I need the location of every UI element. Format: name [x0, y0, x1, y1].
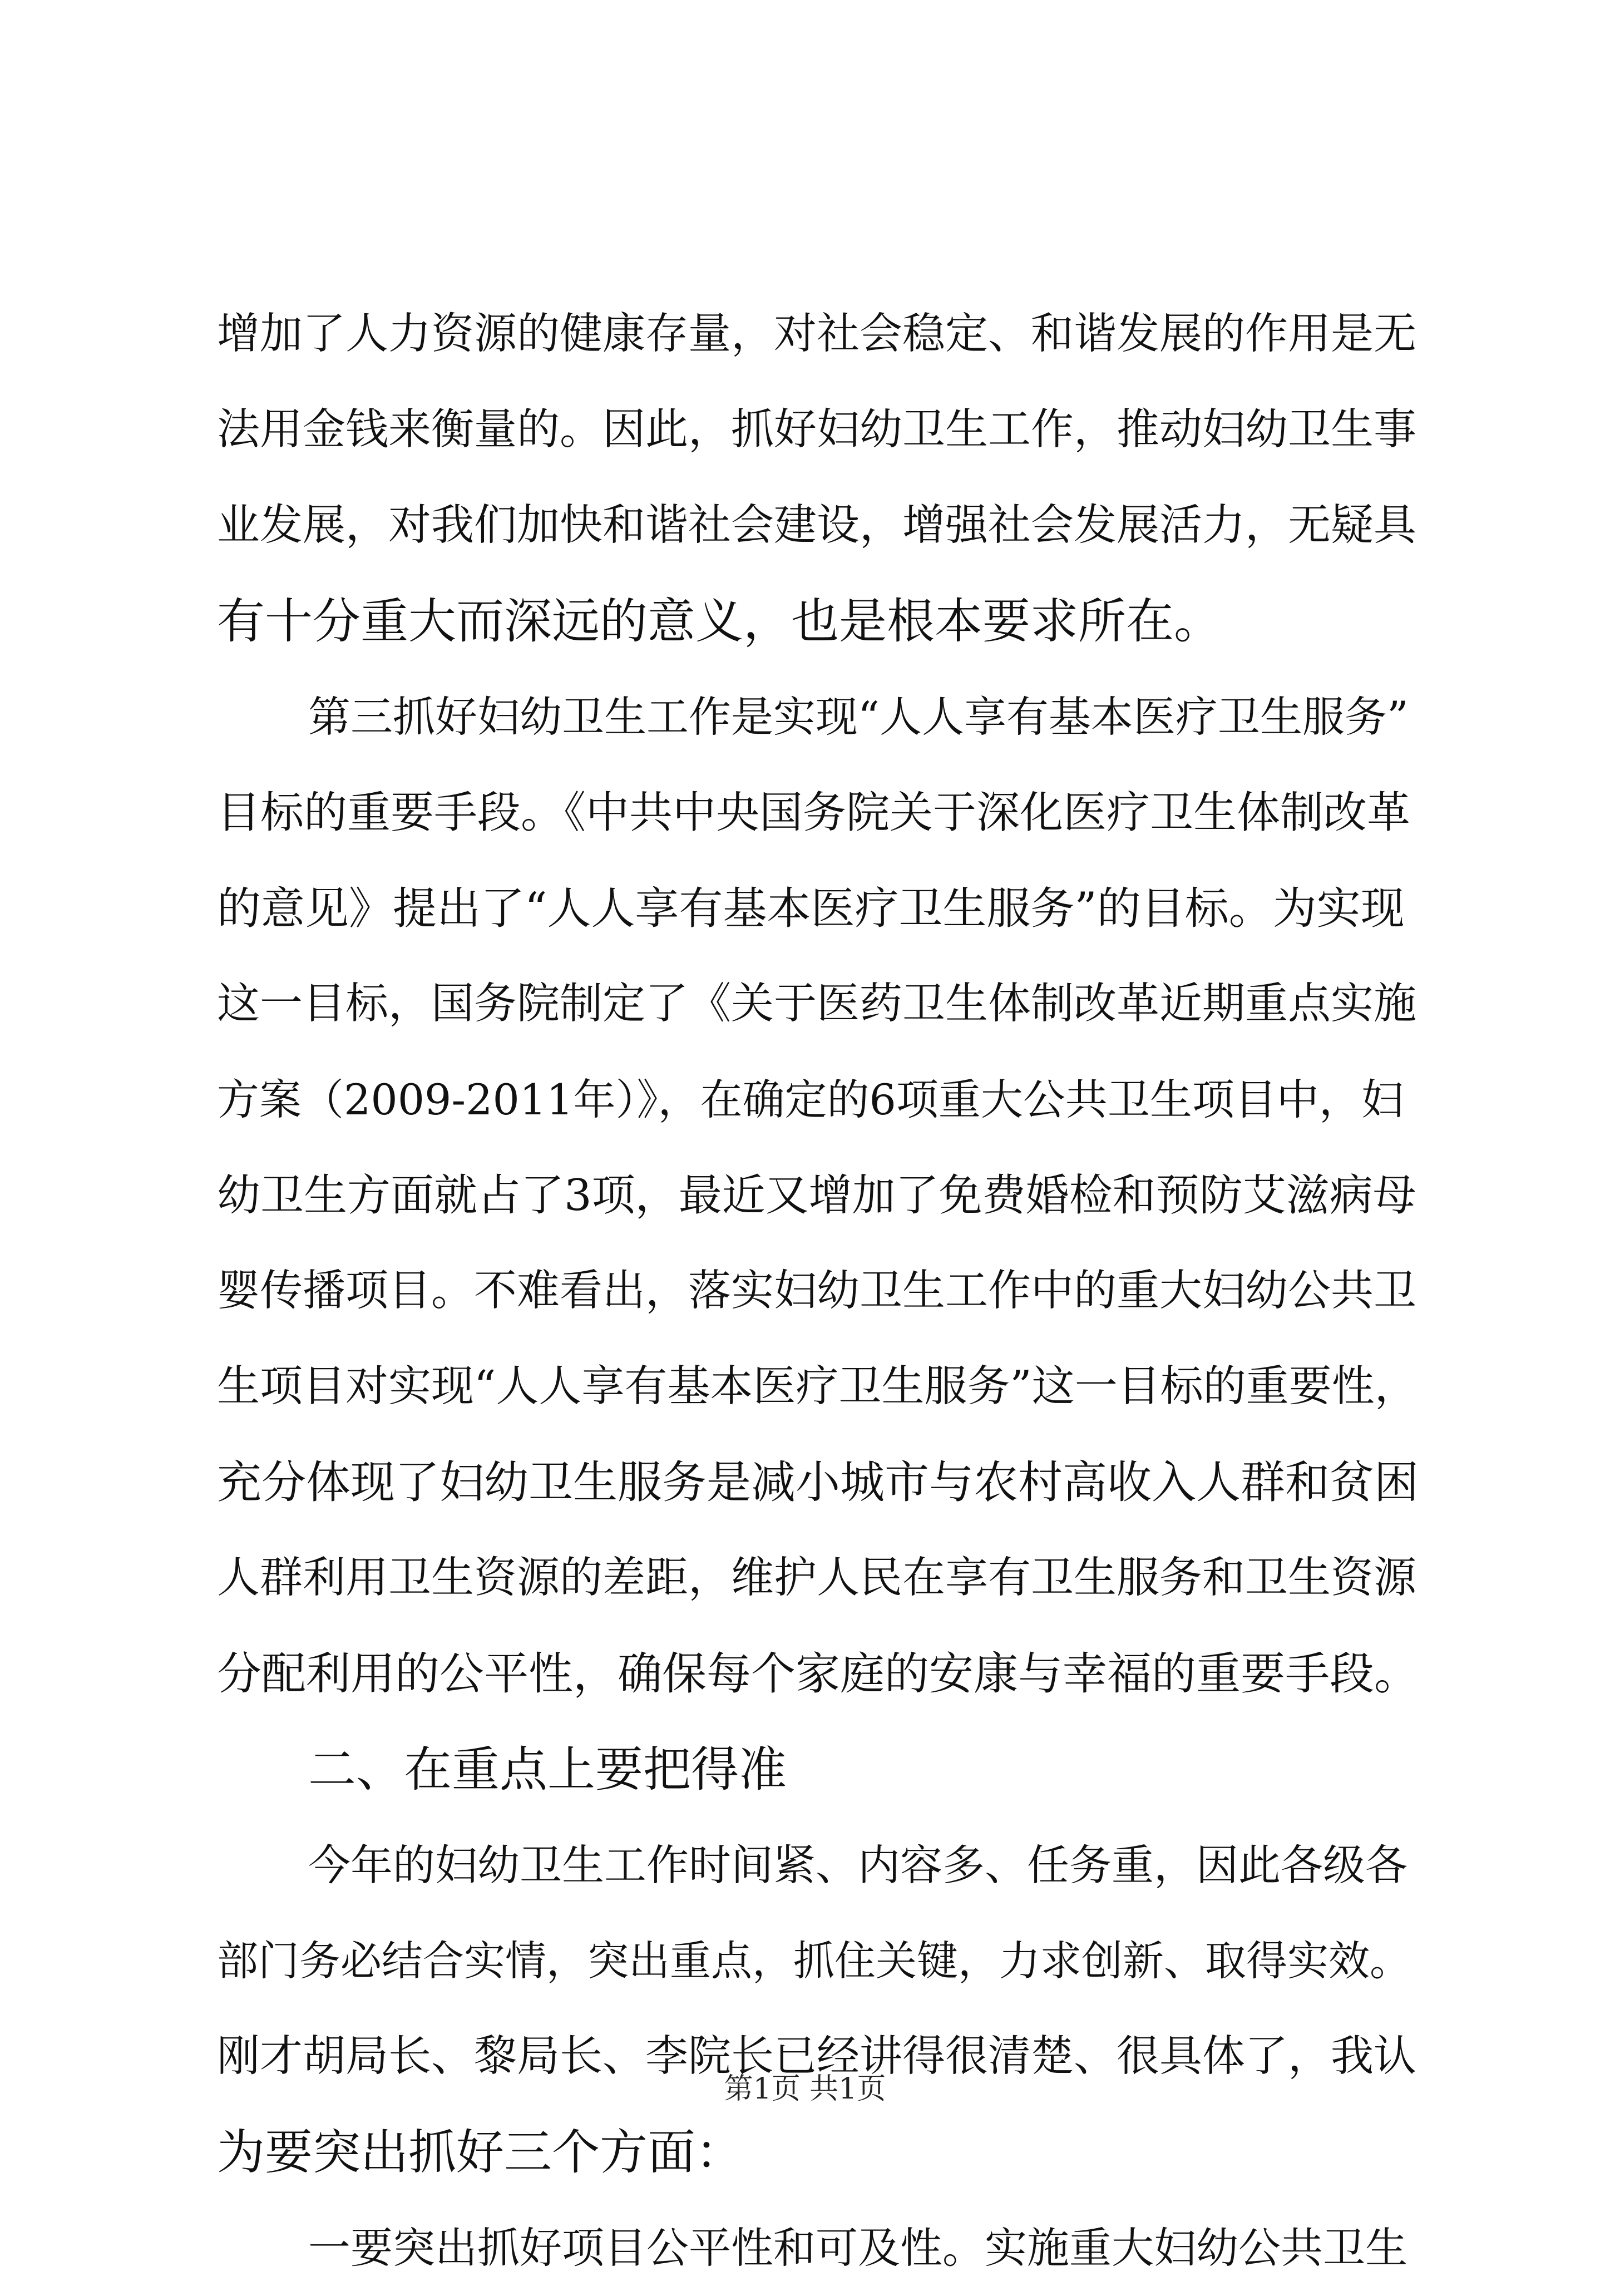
text-line: 增加了人力资源的健康存量，对社会稳定、和谐发展的作用是无 [217, 309, 1416, 359]
text-line: 方案（2009-2011年）》，在确定的6项重大公共卫生项目中，妇 [217, 1075, 1404, 1124]
text-line: 部门务必结合实情，突出重点，抓住关键，力求创新、取得实效。 [217, 1937, 1411, 1985]
text-line: 婴传播项目。不难看出，落实妇幼卫生工作中的重大妇幼公共卫 [217, 1266, 1416, 1316]
text-line: 有十分重大而深远的意义，也是根本要求所在。 [217, 594, 1222, 649]
text-line: 业发展，对我们加快和谐社会建设，增强社会发展活力，无疑具 [217, 501, 1416, 550]
text-line: 法用金钱来衡量的。因此，抓好妇幼卫生工作，推动妇幼卫生事 [217, 405, 1416, 455]
text-line: 的意见》提出了“人人享有基本医疗卫生服务”的目标。为实现 [217, 883, 1405, 934]
paragraph-first-line: 今年的妇幼卫生工作时间紧、内容多、任务重，因此各级各 [308, 1840, 1407, 1890]
text-line: 人群利用卫生资源的差距，维护人民在享有卫生服务和卫生资源 [217, 1553, 1416, 1603]
text-line: 刚才胡局长、黎局长、李院长已经讲得很清楚、很具体了，我认 [217, 2032, 1416, 2081]
text-line: 幼卫生方面就占了3项，最近又增加了免费婚检和预防艾滋病母 [217, 1171, 1416, 1221]
text-line: 这一目标，国务院制定了《关于医药卫生体制改革近期重点实施 [217, 979, 1416, 1029]
section-heading: 二、在重点上要把得准 [308, 1742, 787, 1798]
paragraph-first-line: 第三抓好妇幼卫生工作是实现“人人享有基本医疗卫生服务” [308, 692, 1409, 742]
document-body [217, 287, 1419, 2296]
paragraph-first-line: 一要突出抓好项目公平性和可及性。实施重大妇幼公共卫生 [308, 2223, 1407, 2273]
text-line: 生项目对实现“人人享有基本医疗卫生服务”这一目标的重要性， [217, 1362, 1418, 1411]
text-line: 目标的重要手段。《中共中央国务院关于深化医疗卫生体制改革 [217, 788, 1411, 838]
text-line: 充分体现了妇幼卫生服务是减小城市与农村高收入人群和贫困 [217, 1456, 1419, 1508]
page-footer: 第1页 共1页 [724, 2072, 886, 2106]
text-line: 为要突出抓好三个方面： [217, 2125, 743, 2180]
text-line: 分配利用的公平性，确保每个家庭的安康与幸福的重要手段。 [217, 1648, 1419, 1700]
